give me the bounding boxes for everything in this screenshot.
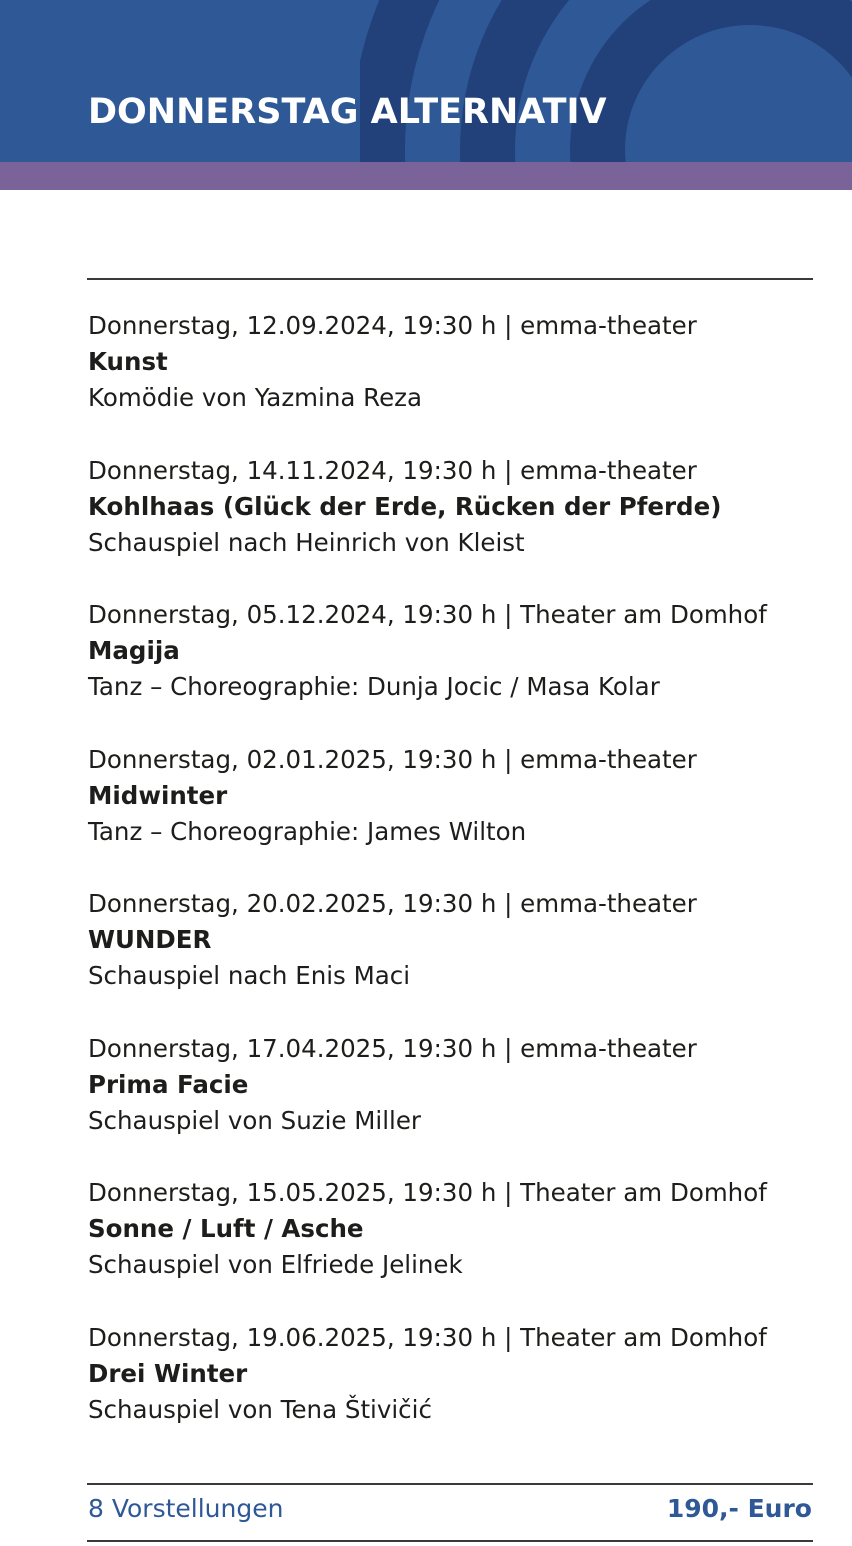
event-description: Schauspiel von Suzie Miller	[88, 1105, 421, 1135]
event-description: Komödie von Yazmina Reza	[88, 383, 423, 412]
event-description: Tanz – Choreographie: Dunja Jocic / Masa Kolar	[88, 672, 660, 701]
event-date-venue: Donnerstag, 14.11.2024, 19:30 h | emma-theater	[88, 455, 697, 485]
event-description: Schauspiel von Tena Štivičić	[88, 1394, 432, 1424]
event-title: Kunst	[88, 347, 168, 376]
footer-bottom-divider	[87, 1540, 813, 1542]
event-item	[88, 1320, 818, 1465]
page-header	[0, 0, 852, 162]
event-description: Schauspiel von Elfriede Jelinek	[88, 1250, 463, 1279]
page-title: DONNERSTAG ALTERNATIV	[88, 92, 607, 132]
event-date-venue: Donnerstag, 20.02.2025, 19:30 h | emma-theater	[88, 889, 697, 918]
event-description: Tanz – Choreographie: James Wilton	[88, 816, 527, 846]
header-swirl-graphic	[0, 0, 852, 162]
event-date-venue: Donnerstag, 05.12.2024, 19:30 h | Theater am Domhof	[88, 600, 767, 629]
event-item	[88, 742, 818, 887]
event-title: Kohlhaas (Glück der Erde, Rücken der Pferde)	[88, 491, 722, 521]
event-title: Prima Facie	[88, 1069, 249, 1099]
event-title: Drei Winter	[88, 1358, 248, 1388]
event-item	[88, 886, 818, 1031]
event-item	[88, 1175, 818, 1320]
accent-bar	[0, 162, 852, 190]
event-title: Magija	[88, 636, 180, 665]
event-date-venue: Donnerstag, 15.05.2025, 19:30 h | Theater am Domhof	[88, 1178, 767, 1207]
event-date-venue: Donnerstag, 17.04.2025, 19:30 h | emma-theater	[88, 1033, 697, 1063]
event-title: Sonne / Luft / Asche	[88, 1214, 364, 1243]
event-item	[88, 1031, 818, 1176]
performance-count: 8 Vorstellungen	[88, 1494, 284, 1523]
package-price: 190,- Euro	[666, 1494, 812, 1523]
event-date-venue: Donnerstag, 02.01.2025, 19:30 h | emma-theater	[88, 744, 697, 774]
event-title: WUNDER	[88, 925, 212, 954]
footer-top-divider	[87, 1483, 813, 1485]
event-title: Midwinter	[88, 780, 228, 810]
event-date-venue: Donnerstag, 12.09.2024, 19:30 h | emma-theater	[88, 311, 697, 340]
event-item	[88, 453, 818, 598]
event-list	[88, 308, 818, 1464]
event-item	[88, 597, 818, 742]
event-description: Schauspiel nach Heinrich von Kleist	[88, 527, 525, 557]
event-date-venue: Donnerstag, 19.06.2025, 19:30 h | Theater am Domhof	[88, 1322, 767, 1352]
top-divider	[87, 278, 813, 280]
event-description: Schauspiel nach Enis Maci	[88, 961, 411, 990]
event-item	[88, 308, 818, 453]
